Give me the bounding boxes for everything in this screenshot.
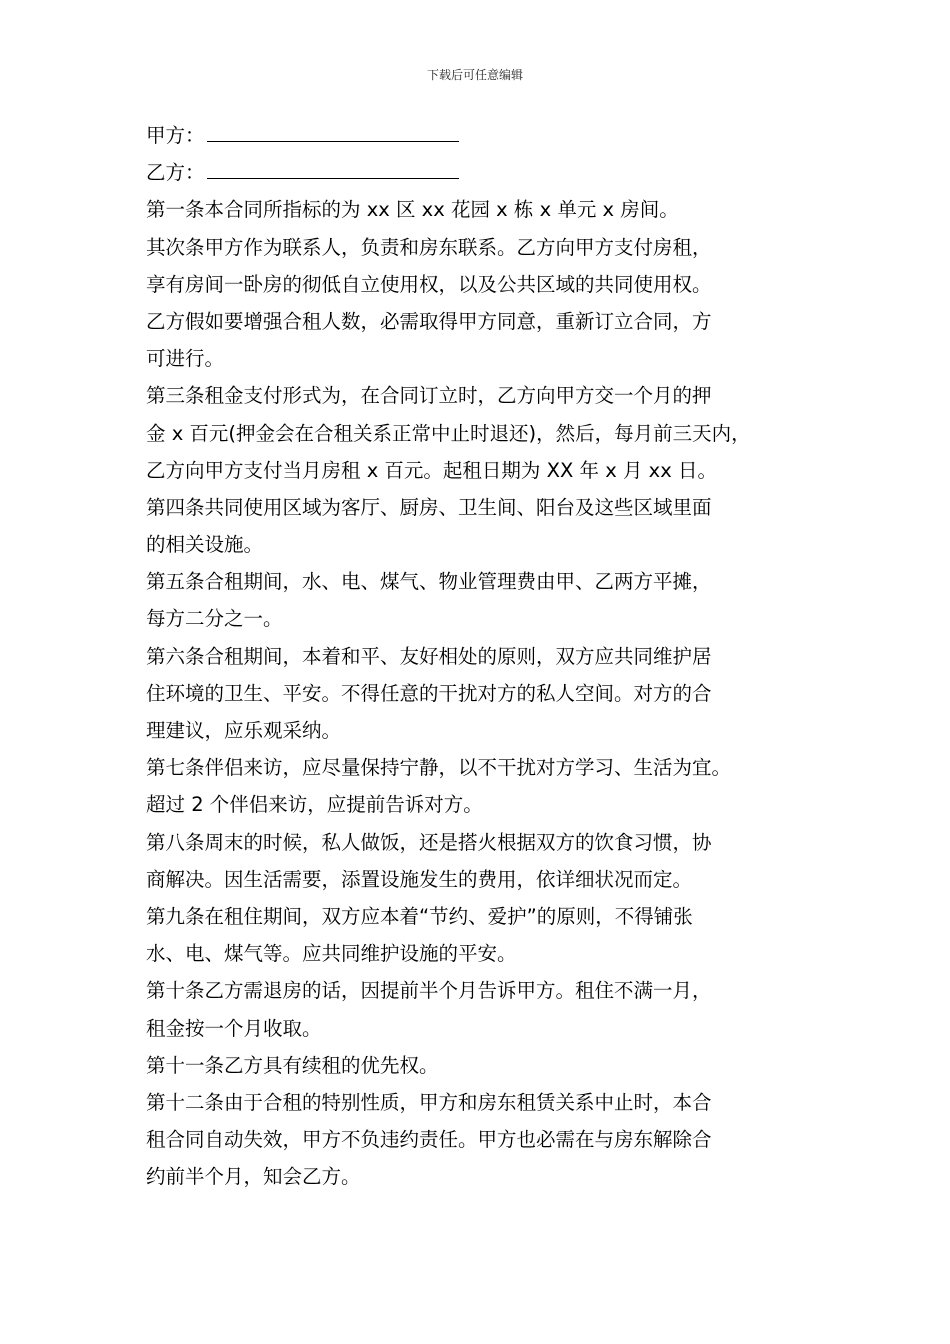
text-line: 每方二分之一。	[146, 607, 283, 631]
text-line: 第七条伴侣来访，应尽量保持宁静，以不干扰对方学习、生活为宜。	[146, 756, 732, 780]
text-line: 享有房间一卧房的彻低自立使用权，以及公共区域的共同使用权。	[146, 272, 712, 296]
text-line: 租合同自动失效，甲方不负违约责任。甲方也必需在与房东解除合	[146, 1128, 712, 1152]
text-line: 第九条在租住期间，双方应本着“节约、爱护”的原则，不得铺张	[146, 904, 693, 928]
text-line: 第三条租金支付形式为，在合同订立时，乙方向甲方交一个月的押	[146, 384, 712, 408]
text-line: 住环境的卫生、平安。不得任意的干扰对方的私人空间。对方的合	[146, 681, 712, 705]
party-b-blank	[207, 156, 459, 179]
text-line: 水、电、煤气等。应共同维护设施的平安。	[146, 942, 517, 966]
party-a-line	[146, 117, 810, 154]
text-line: 商解决。因生活需要，添置设施发生的费用，依详细状况而定。	[146, 867, 693, 891]
party-b-label: 乙方：	[146, 161, 205, 185]
text-line: 超过 2 个伴侣来访，应提前告诉对方。	[146, 793, 483, 817]
text-line: 租金按一个月收取。	[146, 1016, 322, 1040]
text-line: 的相关设施。	[146, 533, 264, 557]
text-line: 金 x 百元(押金会在合租关系正常中止时退还)，然后，每月前三天内，	[146, 421, 751, 445]
text-line: 第八条周末的时候，私人做饭，还是搭火根据双方的饮食习惯，协	[146, 830, 712, 854]
text-line: 第一条本合同所指标的为 xx 区 xx 花园 x 栋 x 单元 x 房间。	[146, 198, 679, 222]
page-header-note: 下载后可任意编辑	[426, 68, 523, 82]
text-line: 乙方向甲方支付当月房租 x 百元。起租日期为 XX 年 x 月 xx 日。	[146, 458, 717, 482]
text-line: 其次条甲方作为联系人，负责和房东联系。乙方向甲方支付房租，	[146, 235, 712, 259]
text-line: 乙方假如要增强合租人数，必需取得甲方同意，重新订立合同，方	[146, 309, 712, 333]
text-line: 约前半个月，知会乙方。	[146, 1165, 361, 1189]
text-line: 第十二条由于合租的特别性质，甲方和房东租赁关系中止时，本合	[146, 1090, 712, 1114]
text-line: 第十条乙方需退房的话，因提前半个月告诉甲方。租住不满一月，	[146, 979, 712, 1003]
contract-body	[146, 117, 810, 1195]
text-line: 理建议，应乐观采纳。	[146, 719, 342, 742]
text-line: 可进行。	[146, 347, 225, 371]
text-line: 第五条合租期间，水、电、煤气、物业管理费由甲、乙两方平摊，	[146, 570, 712, 594]
party-a-label: 甲方：	[146, 124, 205, 147]
text-line: 第十一条乙方具有续租的优先权。	[146, 1053, 439, 1077]
text-line: 第四条共同使用区域为客厅、厨房、卫生间、阳台及这些区域里面	[146, 495, 712, 519]
party-a-blank	[207, 119, 459, 142]
text-line: 第六条合租期间，本着和平、友好相处的原则，双方应共同维护居	[146, 644, 712, 668]
party-b-line	[146, 154, 810, 191]
